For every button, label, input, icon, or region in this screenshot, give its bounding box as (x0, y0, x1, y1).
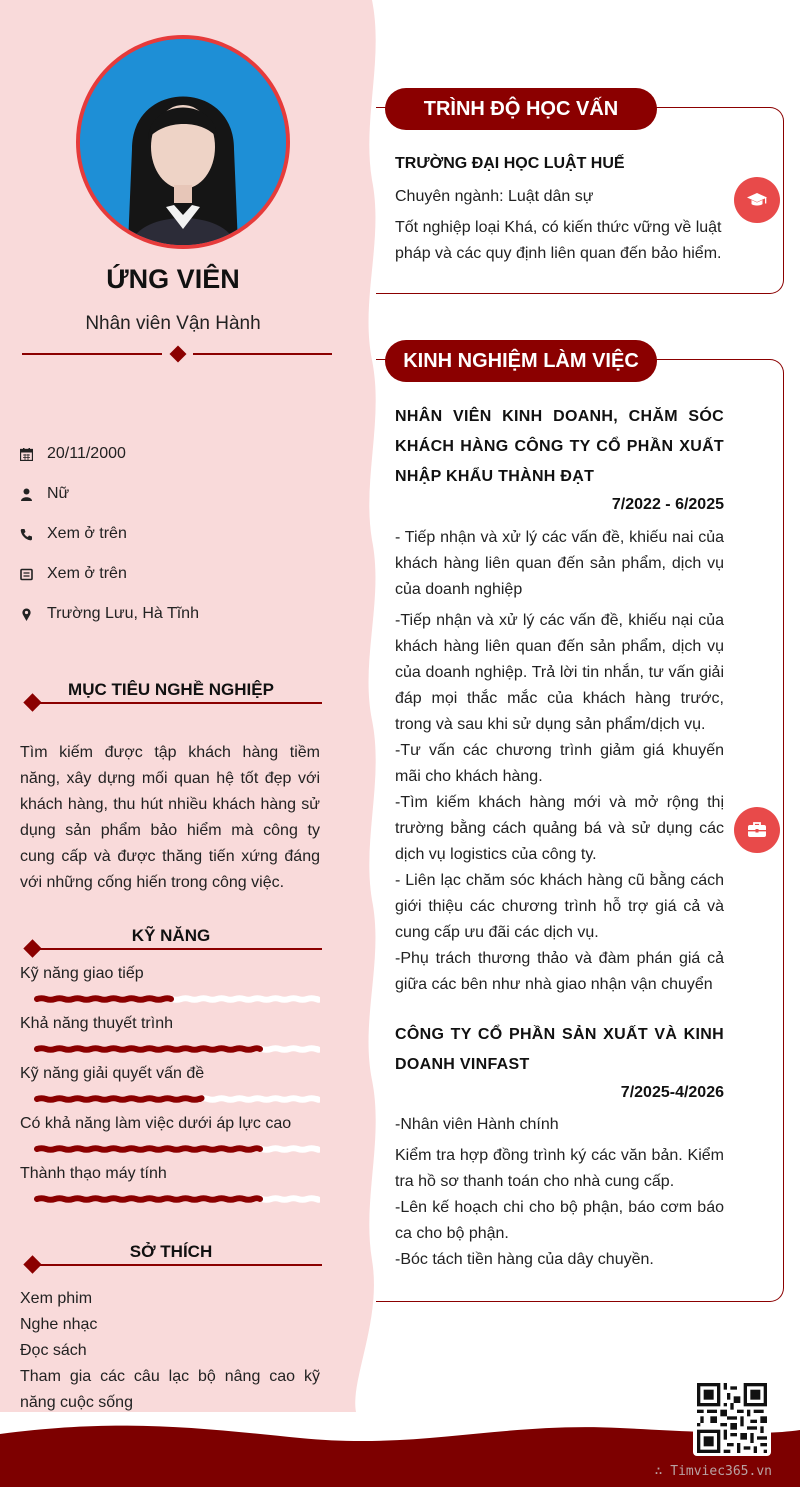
job-title: CÔNG TY CỔ PHẦN SẢN XUẤT VÀ KINH DOANH VINFAST (395, 1026, 724, 1073)
job-bullet: -Bóc tách tiền hàng của dây chuyền. (395, 1251, 654, 1268)
candidate-role: Nhân viên Vận Hành (85, 313, 261, 334)
job-bullet: -Lên kế hoạch chi cho bộ phận, báo cơm báo ca cho bộ phận. (395, 1199, 724, 1242)
info-item-birthdate (20, 434, 340, 474)
info-item-address (20, 594, 340, 634)
phone-icon (20, 528, 47, 541)
section-header-skills (22, 926, 322, 956)
experience-title: KINH NGHIỆM LÀM VIỆC (385, 340, 657, 382)
info-gender: Nữ (47, 485, 70, 502)
job-entry (395, 402, 724, 998)
info-item-phone (20, 514, 340, 554)
watermark-text: ∴ Timviec365.vn (654, 1464, 772, 1479)
info-email: Xem ở trên (47, 565, 127, 582)
skill-level-bar (34, 994, 320, 1004)
job-bullet: - Tiếp nhận và xử lý các vấn đề, khiếu nai của khách hàng liên quan đến sản phẩm, dịch vụ của doanh nghiệp (395, 529, 724, 598)
job-bullet: -Phụ trách thương thảo và đàm phán giá cả giữa các bên như nhà giao nhận vận chuyển (395, 950, 724, 993)
qr-code-pattern (697, 1383, 767, 1453)
graduation-cap-icon (734, 177, 780, 223)
skill-name: Có khả năng làm việc dưới áp lực cao (20, 1115, 292, 1132)
hobby-item: Xem phim (20, 1290, 93, 1307)
skill-name: Thành thạo máy tính (20, 1165, 167, 1182)
education-major: Chuyên ngành: Luật dân sự (395, 188, 594, 205)
section-header-hobbies (22, 1242, 322, 1272)
job-bullet: - Liên lạc chăm sóc khách hàng cũ bằng cách giới thiệu các chương trình hỗ trợ giá cả và cung cấp ưu đãi các dịch vụ. (395, 872, 724, 941)
skill-item (20, 1062, 320, 1112)
objective-text: Tìm kiếm được tập khách hàng tiềm năng, xây dựng mối quan hệ tốt đẹp với khách hàng, thu hút nhiều khách hàng sử dụng sản phẩm bảo hiểm mà công ty cung cấp và được thăng tiến xứng đáng với những cống hiến trong công việc. (20, 744, 320, 891)
section-header-objective (22, 680, 322, 710)
skill-item (20, 1112, 320, 1162)
skill-bar-fill (37, 1048, 260, 1050)
name-divider (22, 344, 332, 364)
hobbies-title: SỞ THÍCH (129, 1242, 213, 1261)
qr-code[interactable] (693, 1380, 771, 1456)
briefcase-icon (734, 807, 780, 853)
info-item-email (20, 554, 340, 594)
job-date: 7/2022 - 6/2025 (611, 496, 724, 513)
info-address: Trường Lưu, Hà Tĩnh (47, 605, 199, 622)
user-icon (20, 488, 47, 501)
avatar (76, 35, 290, 249)
hobby-item: Tham gia các câu lạc bộ nâng cao kỹ năng cuộc sống (20, 1368, 320, 1411)
skill-item (20, 962, 320, 1012)
skill-bar-fill (37, 1148, 260, 1150)
school-name: TRƯỜNG ĐẠI HỌC LUẬT HUẾ (395, 155, 625, 172)
skill-item (20, 1012, 320, 1062)
hobby-item: Nghe nhạc (20, 1316, 98, 1333)
candidate-name: ỨNG VIÊN (106, 264, 240, 294)
email-icon (20, 568, 47, 581)
personal-info-list (20, 434, 340, 634)
skill-bar-fill (37, 1198, 260, 1200)
skill-level-bar (34, 1094, 320, 1104)
info-item-gender (20, 474, 340, 514)
info-phone: Xem ở trên (47, 525, 127, 542)
objective-title: MỤC TIÊU NGHỀ NGHIỆP (68, 680, 274, 699)
job-bullet: -Tiếp nhận và xử lý các vấn đề, khiếu nại của khách hàng liên quan đến sản phẩm, dịch vụ của doanh nghiệp. Trả lời tin nhắn, tư vấn giải đáp mọi thắc mắc của khách hàng trước, trong và sau khi sử dụng sản phẩm/dịch vụ. (395, 612, 724, 733)
education-title: TRÌNH ĐỘ HỌC VẤN (385, 88, 657, 130)
skills-list (20, 962, 320, 1212)
job-title: NHÂN VIÊN KINH DOANH, CHĂM SÓC KHÁCH HÀNG CÔNG TY CỔ PHẦN XUẤT NHẬP KHẨU THÀNH ĐẠT (395, 408, 724, 485)
education-description: Tốt nghiệp loại Khá, có kiến thức vững về luật pháp và các quy định liên quan đến bảo hiểm. (395, 219, 722, 262)
skill-level-bar (34, 1194, 320, 1204)
job-bullet: -Tư vấn các chương trình giảm giá khuyến mãi cho khách hàng. (395, 742, 724, 785)
skill-level-bar (34, 1044, 320, 1054)
job-entry (395, 1020, 724, 1273)
skill-name: Kỹ năng giao tiếp (20, 965, 144, 982)
location-pin-icon (20, 608, 47, 621)
skills-title: KỸ NĂNG (131, 926, 211, 945)
skill-name: Kỹ năng giải quyết vấn đề (20, 1065, 205, 1082)
job-bullet: -Nhân viên Hành chính (395, 1116, 559, 1133)
skill-bar-fill (37, 998, 171, 1000)
hobbies-list (20, 1286, 320, 1416)
hobby-item: Đọc sách (20, 1342, 87, 1359)
job-date: 7/2025-4/2026 (620, 1084, 724, 1101)
skill-bar-fill (37, 1098, 202, 1100)
skill-name: Khả năng thuyết trình (20, 1015, 173, 1032)
job-bullet: -Tìm kiếm khách hàng mới và mở rộng thị trường bằng cách quảng bá và sử dụng các dịch vụ logistics của công ty. (395, 794, 724, 863)
info-birthdate: 20/11/2000 (47, 445, 126, 462)
skill-level-bar (34, 1144, 320, 1154)
skill-item (20, 1162, 320, 1212)
job-bullet: Kiểm tra hợp đồng trình ký các văn bản. Kiểm tra hồ sơ thanh toán cho nhà cung cấp. (395, 1147, 724, 1190)
calendar-icon (20, 448, 47, 461)
